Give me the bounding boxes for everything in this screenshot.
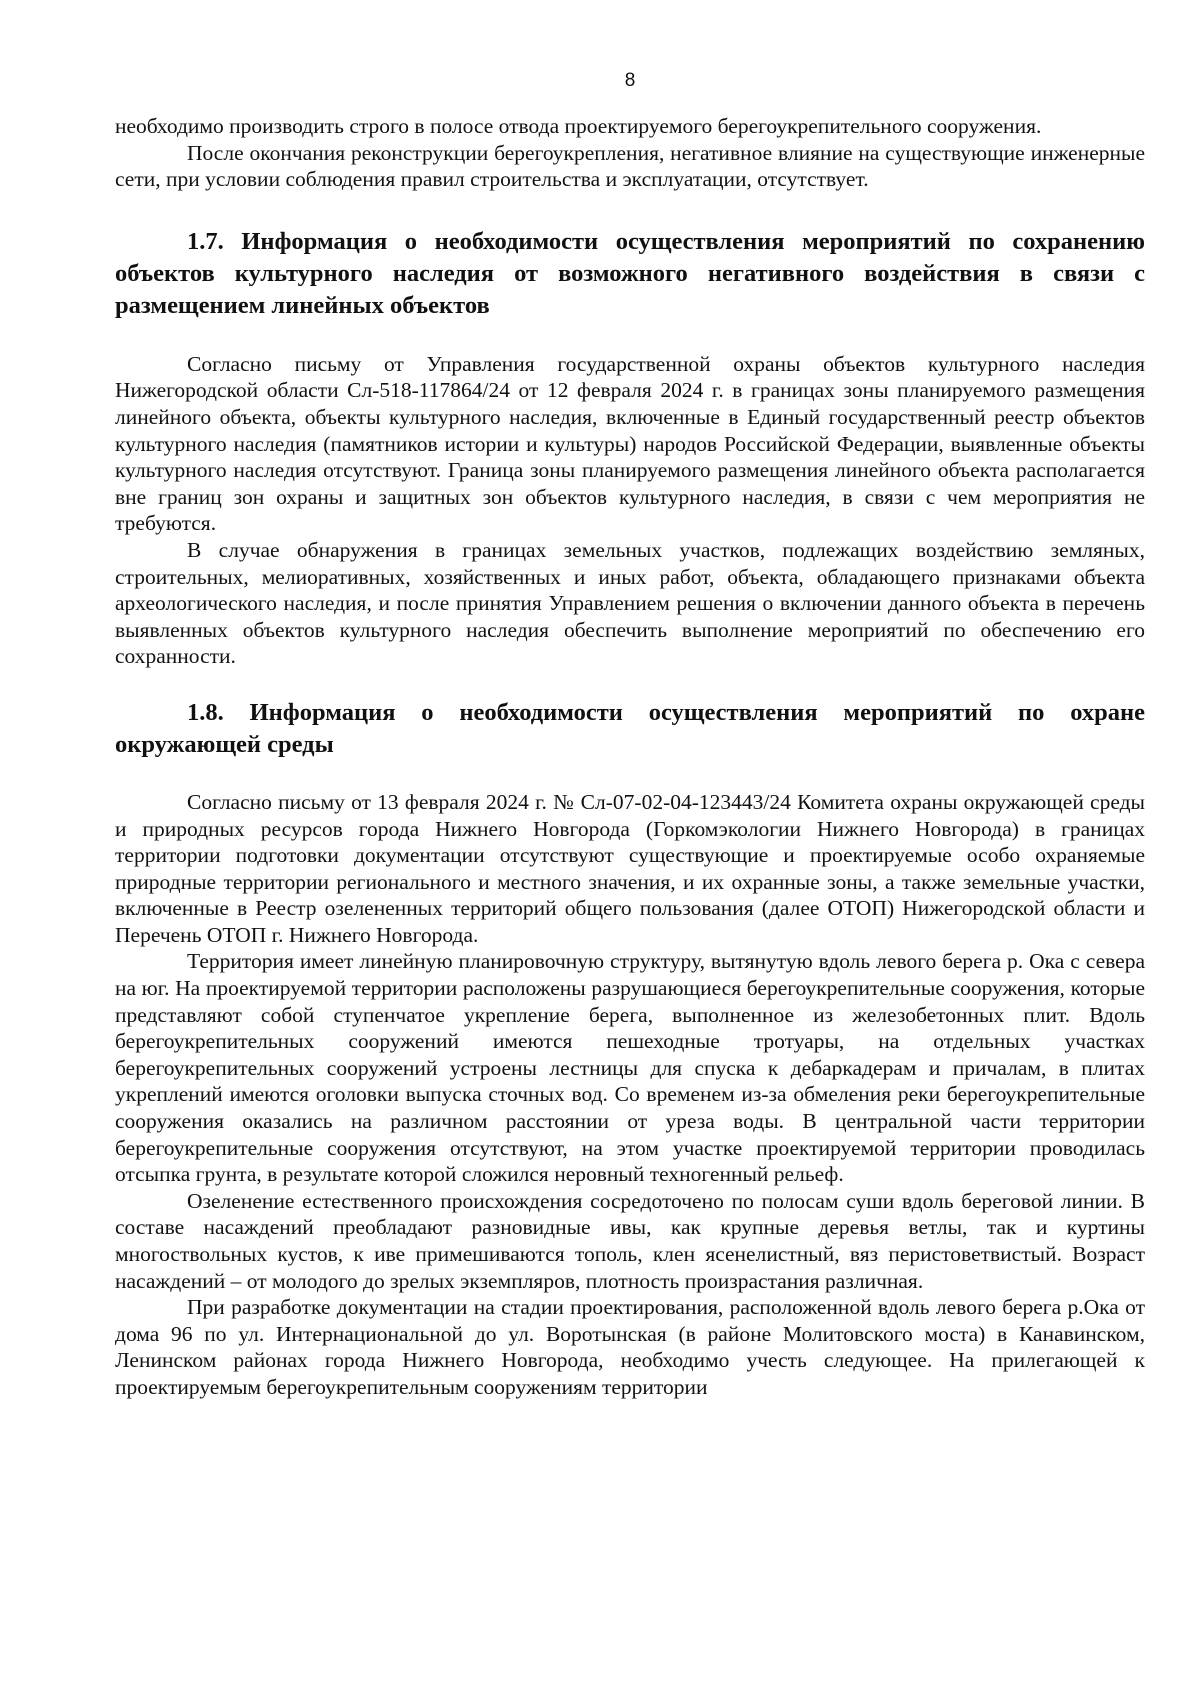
intro-paragraph: необходимо производить строго в полосе отвода проектируемого берегоукрепительного сооружения.: [115, 114, 1042, 138]
section-heading-1-8: 1.8. Информация о необходимости осуществления мероприятий по охране окружающей среды: [115, 698, 1145, 758]
section-1-8-paragraph: Озеленение естественного происхождения сосредоточено по полосам суши вдоль береговой линии. В составе насаждений преобладают разновидные ивы, как крупные деревья ветлы, так и куртины многоствольных кустов, к иве примешиваются тополь, клен ясенелистный, вяз перистоветвистый. Возраст насаждений – от молодого до зрелых экземпляров, плотность произрастания различная.: [115, 1188, 1145, 1293]
section-1-8-paragraph: Территория имеет линейную планировочную структуру, вытянутую вдоль левого берега р. Ока с севера на юг. На проектируемой территории расположены разрушающиеся берегоукрепительные сооружения, которые представляют собой ступенчатое укрепление берега, выполненное из железобетонных плит. Вдоль берегоукрепительных сооружений имеются пешеходные тротуары, на отдельных участках берегоукрепительных сооружений устроены лестницы для спуска к дебаркадерам и причалам, в плитах укреплений имеются оголовки выпуска сточных вод. Со временем из-за обмеления реки берегоукрепительные сооружения оказались на различном расстоянии от уреза воды. В центральной части территории берегоукрепительные сооружения отсутствуют, на этом участке проектируемой территории проводилась отсыпка грунта, в результате которой сложился неровный техногенный рельеф.: [115, 949, 1145, 1187]
page-number: 8: [624, 70, 636, 91]
intro-paragraph: После окончания реконструкции берегоукрепления, негативное влияние на существующие инженерные сети, при условии соблюдения правил строительства и эксплуатации, отсутствует.: [115, 140, 1145, 192]
section-1-7-paragraph: Согласно письму от Управления государственной охраны объектов культурного наследия Нижегородской области Сл-518-117864/24 от 12 февраля 2024 г. в границах зоны планируемого размещения линейного объекта, объекты культурного наследия, включенные в Единый государственный реестр объектов культурного наследия (памятников истории и культуры) народов Российской Федерации, выявленные объекты культурного наследия отсутствуют. Граница зоны планируемого размещения линейного объекта располагается вне границ зон охраны и защитных зон объектов культурного наследия, в связи с чем мероприятия не требуются.: [115, 351, 1145, 536]
section-1-7-paragraph: В случае обнаружения в границах земельных участков, подлежащих воздействию земляных, строительных, мелиоративных, хозяйственных и иных работ, объекта, обладающего признаками объекта археологического наследия, и после принятия Управлением решения о включении данного объекта в перечень выявленных объектов культурного наследия обеспечить выполнение мероприятий по обеспечению его сохранности.: [115, 537, 1145, 669]
section-1-8-paragraph: При разработке документации на стадии проектирования, расположенной вдоль левого берега р.Ока от дома 96 по ул. Интернациональной до ул. Воротынская (в районе Молитовского моста) в Канавинском, Ленинском районах города Нижнего Новгорода, необходимо учесть следующее. На прилегающей к проектируемым берегоукрепительным сооружениям территории: [115, 1295, 1145, 1399]
page-body: [115, 113, 1145, 1401]
section-1-8-paragraph: Согласно письму от 13 февраля 2024 г. № Сл-07-02-04-123443/24 Комитета охраны окружающей среды и природных ресурсов города Нижнего Новгорода (Горкомэкологии Нижнего Новгорода) в границах территории подготовки документации отсутствуют существующие и проектируемые особо охраняемые природные территории регионального и местного значения, и их охранные зоны, а также земельные участки, включенные в Реестр озелененных территорий общего пользования (далее ОТОП) Нижегородской области и Перечень ОТОП г. Нижнего Новгорода.: [115, 789, 1145, 947]
section-heading-1-7: 1.7. Информация о необходимости осуществления мероприятий по сохранению объектов культурного наследия от возможного негативного воздействия в связи с размещением линейных объектов: [115, 227, 1145, 319]
